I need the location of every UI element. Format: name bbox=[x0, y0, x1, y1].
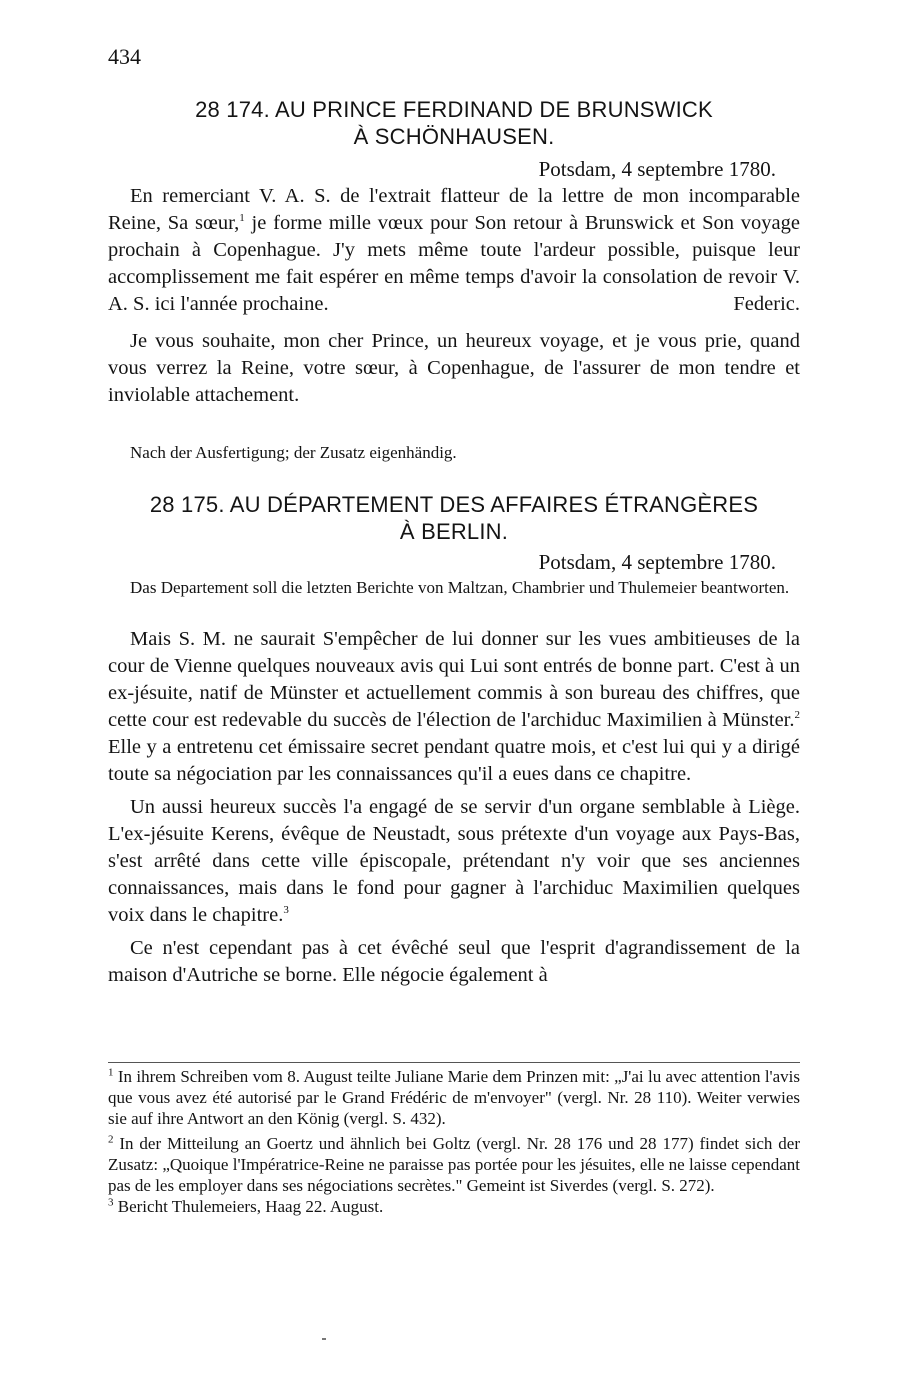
footnote-2 bbox=[108, 1133, 800, 1196]
footnote-ref-1: 1 bbox=[239, 212, 245, 225]
footnote-mark: 2 bbox=[108, 1133, 114, 1146]
letter2-dateline: Potsdam, 4 septembre 1780. bbox=[538, 550, 776, 574]
letter2-summary: Das Departement soll die letzten Berichte von Maltzan, Chambrier und Thulemeier beantworten. bbox=[130, 578, 790, 597]
footnote-rule bbox=[108, 1062, 800, 1063]
letter1-paragraph-1 bbox=[108, 183, 800, 318]
letter1-heading-line2: À SCHÖNHAUSEN. bbox=[353, 124, 555, 149]
footnote-text: Bericht Thulemeiers, Haag 22. August. bbox=[117, 1197, 384, 1216]
letter1-heading bbox=[108, 96, 800, 150]
letter1-para1-text: En remerciant V. A. S. de l'extrait flatteur de la lettre de mon incomparable Reine, Sa sœur, bbox=[108, 185, 800, 234]
signature: Federic. bbox=[733, 293, 800, 315]
letter2-paragraph-2 bbox=[108, 794, 800, 929]
footnote-mark: 3 bbox=[108, 1196, 114, 1209]
letter1-body bbox=[108, 183, 800, 409]
footnote-mark: 1 bbox=[108, 1066, 114, 1079]
letter1-paragraph-2: Je vous souhaite, mon cher Prince, un heureux voyage, et je vous prie, quand vous verrez la Reine, votre sœur, à Copenhague, de l'assurer de mon tendre et inviolable attachement. bbox=[108, 330, 800, 406]
letter2-heading bbox=[108, 491, 800, 545]
letter2-heading-line2: À BERLIN. bbox=[399, 519, 509, 544]
letter2-para1-continued: Elle y a entretenu cet émissaire secret pendant quatre mois, et c'est lui qui y a dirigé toute sa négociation par les connaissances qu'il a eues dans ce chapitre. bbox=[108, 736, 800, 785]
letter2-paragraph-3: Ce n'est cependant pas à cet évêché seul que l'esprit d'agrandissement de la maison d'Autriche se borne. Elle négocie également à bbox=[108, 937, 800, 986]
footnote-ref-2: 2 bbox=[794, 709, 800, 722]
page-number: 434 bbox=[108, 44, 141, 69]
footnote-3 bbox=[108, 1196, 800, 1217]
letter2-heading-line1: 28 175. AU DÉPARTEMENT DES AFFAIRES ÉTRANGÈRES bbox=[149, 492, 759, 517]
letter2-paragraph-1 bbox=[108, 626, 800, 788]
footnote-text: In der Mitteilung an Goertz und ähnlich bei Goltz (vergl. Nr. 28 176 und 28 177) findet sich der Zusatz: „Quoique l'Impératrice-Reine ne paraisse pas portée pour les jésuites, elle ne laisse cependant pas de les employer dans ses négociations secrètes." Gemeint ist Siverdes (vergl. S. 272). bbox=[108, 1134, 800, 1195]
letter1-source-note: Nach der Ausfertigung; der Zusatz eigenhändig. bbox=[130, 443, 457, 462]
footnote-ref-3: 3 bbox=[283, 904, 289, 917]
letter1-heading-line1: 28 174. AU PRINCE FERDINAND DE BRUNSWICK bbox=[195, 97, 713, 122]
letter2-body bbox=[108, 626, 800, 989]
letter1-para1-continued: je forme mille vœux pour Son retour à Brunswick et Son voyage prochain à Copenhague. J'y mets même toute l'ardeur possible, puisque leur accomplissement me fait espérer en même temps d'avoir la consolation de revoir V. A. S. ici l'année prochaine. bbox=[108, 212, 800, 315]
footnotes bbox=[108, 1066, 800, 1217]
letter1-dateline: Potsdam, 4 septembre 1780. bbox=[538, 157, 776, 181]
letter2-para2-text: Un aussi heureux succès l'a engagé de se servir d'un organe semblable à Liège. L'ex-jésuite Kerens, évêque de Neustadt, sous prétexte d'un voyage aux Pays-Bas, s'est arrêté dans cette ville épiscopale, prétendant n'y voir que ses anciennes connaissances, mais dans le fond pour gagner à l'archiduc Maximilien quelques voix dans le chapitre. bbox=[108, 796, 800, 926]
letter2-para1-text: Mais S. M. ne saurait S'empêcher de lui donner sur les vues ambitieuses de la cour de Vienne quelques nouveaux avis qui Lui sont entrés de bonne part. C'est à un ex-jésuite, natif de Münster et actuellement commis à son bureau des chiffres, que cette cour est redevable du succès de l'élection de l'archiduc Maximilien à Münster. bbox=[108, 628, 800, 731]
footnote-text: In ihrem Schreiben vom 8. August teilte Juliane Marie dem Prinzen mit: „J'ai lu avec attention l'avis que vous avez été autorisé par le Grand Frédéric de m'envoyer" (vergl. Nr. 28 110). Weiter verwies sie auf ihre Antwort an den König (vergl. S. 432). bbox=[108, 1067, 801, 1128]
page-speck bbox=[322, 1338, 326, 1340]
footnote-1 bbox=[108, 1066, 800, 1129]
